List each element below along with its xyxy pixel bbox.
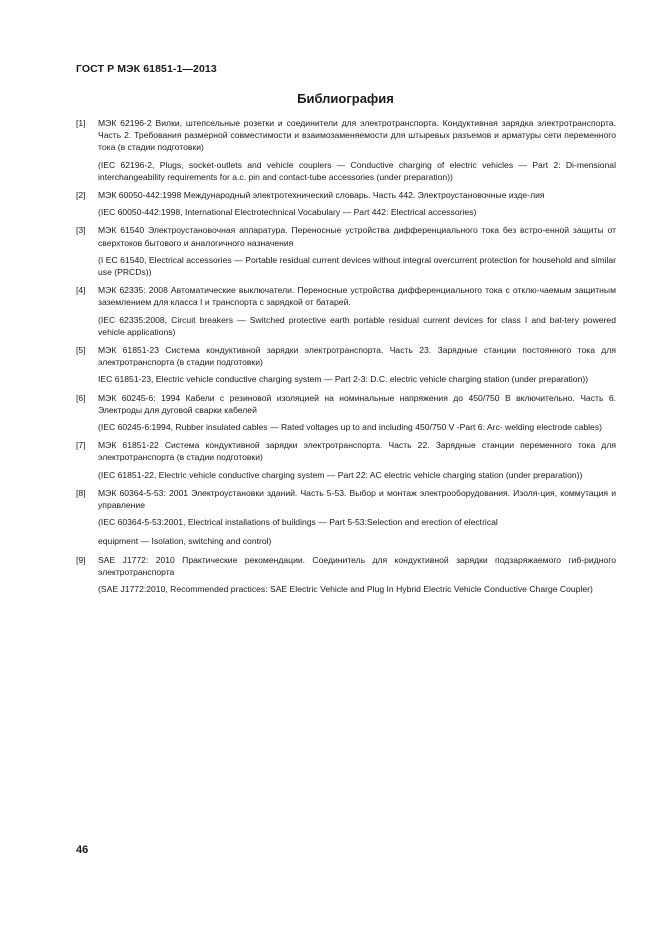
reference-number: [4] <box>76 285 86 296</box>
page-title: Библиография <box>297 91 394 106</box>
reference-number: [5] <box>76 345 86 356</box>
reference-russian-text: МЭК 62335: 2008 Автоматические выключатели. Переносные устройства дифференциального тока с отклю-чаемым защитным заземлением для класса I и транспорта с зарядкой от батарей. <box>98 285 616 308</box>
reference-english-text: (IEC 61851-22, Electric vehicle conductive charging system — Part 22: AC electric vehicle charging station (under preparation)) <box>98 469 583 480</box>
reference-english-text: (IEC 62335:2008, Circuit breakers — Switched protective earth portable residual current devices for class I and bat-tery powered vehicle applications) <box>98 314 616 337</box>
reference-item-9 <box>76 554 616 596</box>
reference-number: [8] <box>76 487 86 498</box>
reference-english-text: (SAE J1772:2010, Recommended practices: SAE Electric Vehicle and Plug In Hybrid Electric Vehicle Conductive Charge Coupler) <box>98 584 593 595</box>
reference-russian-text: МЭК 60364-5-53: 2001 Электроустановки зданий. Часть 5-53. Выбор и монтаж электрооборудования. Изоля-ция, коммутация и управление <box>98 487 616 511</box>
reference-item-7 <box>76 439 616 481</box>
reference-english-text: (IEC 62196-2, Plugs, socket-outlets and vehicle couplers — Conductive charging of electric vehicles — Part 2: Di-mensional interchangeability requirements for a.c. pin and contact-tube accessories (under preparation)) <box>98 159 616 182</box>
reference-item-5 <box>76 344 616 386</box>
reference-item-3 <box>76 224 616 278</box>
reference-english-text: (IEC 60245-6:1994, Rubber insulated cables — Rated voltages up to and including 450/750 V -Part 6: Arc- welding electrode cables) <box>98 422 602 433</box>
page-number: 46 <box>76 844 89 856</box>
reference-english-text: (I EC 61540, Electrical accessories — Portable residual current devices without integral overcurrent protection for household and similar use (PRCDs)) <box>98 254 616 278</box>
reference-number: [2] <box>76 190 86 201</box>
reference-english-text: (IEC 60364-5-53:2001, Electrical installations of buildings — Part 5-53:Selection and erection of electrical <box>98 517 498 528</box>
reference-russian-text: МЭК 61851-22 Система кондуктивной зарядки электротранспорта. Часть 22. Зарядные станции переменного тока для электротранспорта (в стадии подготовки) <box>98 440 616 463</box>
document-header: ГОСТ Р МЭК 61851-1—2013 <box>76 63 217 75</box>
reference-russian-text: SAE J1772: 2010 Практические рекомендации. Соединитель для кондуктивной зарядки подзаряжаемого гиб-ридного электротранспорта <box>98 554 616 577</box>
reference-item-1 <box>76 117 616 183</box>
reference-number: [6] <box>76 392 86 403</box>
reference-english-text: (IEC 60050-442:1998, International Electrotechnical Vocabulary — Part 442: Electrical accessories) <box>98 207 477 218</box>
reference-item-8 <box>76 487 616 548</box>
reference-english-text: IEC 61851-23, Electric vehicle conductive charging system — Part 2-3: D.C. electric vehicle charging station (under preparation)) <box>98 374 589 385</box>
reference-item-4 <box>76 284 616 338</box>
reference-russian-text: МЭК 60050-442:1998 Международный электротехнический словарь. Часть 442. Электроустановочные изде-лия <box>98 190 545 201</box>
reference-number: [9] <box>76 554 86 565</box>
reference-number: [3] <box>76 225 86 236</box>
reference-item-6 <box>76 392 616 434</box>
reference-russian-text: МЭК 62196-2 Вилки, штепсельные розетки и соединители для электротранспорта. Кондуктивная зарядка электротранспорта. Часть 2. Требования размерной совместимости и взаимозаменяемости для штыревых разъемов и арматуры сети переменного тока (в стадии подготовки) <box>98 118 616 153</box>
reference-number: [7] <box>76 440 86 451</box>
reference-russian-text: МЭК 61540 Электроустановочная аппаратура. Переносные устройства дифференциального тока без встро-енной защиты от сверхтоков бытового и аналогичного назначения <box>98 225 616 248</box>
bibliography-list <box>76 117 616 601</box>
reference-english-text-continued: equipment — Isolation, switching and control) <box>98 536 272 547</box>
reference-russian-text: МЭК 61851-23 Система кондуктивной зарядки электротранспорта. Часть 23. Зарядные станции постоянного тока для электротранспорта (в стадии подготовки) <box>98 345 616 368</box>
reference-russian-text: МЭК 60245-6: 1994 Кабели с резиновой изоляцией на номинальные напряжения до 450/750 В включительно. Часть 6. Электроды для дуговой сварки кабелей <box>98 392 616 415</box>
reference-item-2 <box>76 189 616 218</box>
reference-number: [1] <box>76 118 86 128</box>
